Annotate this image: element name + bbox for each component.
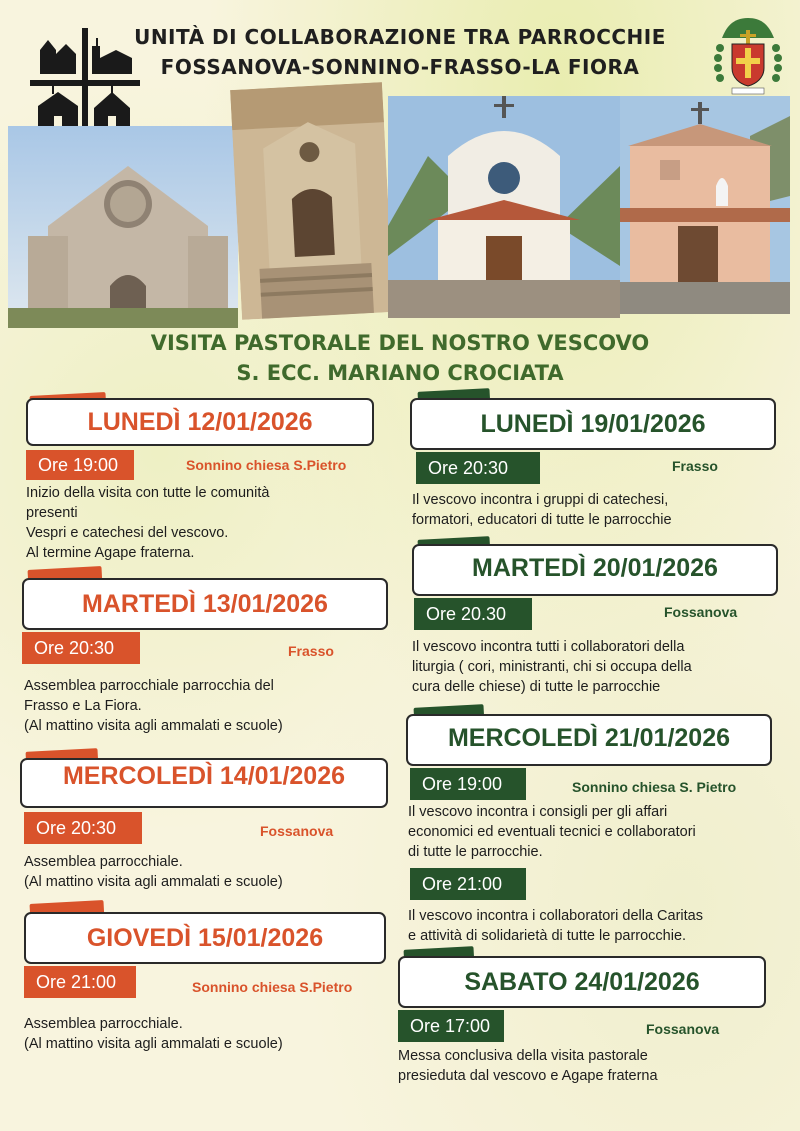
description-line: Assemblea parrocchiale. (24, 1016, 183, 1032)
description-line: Il vescovo incontra tutti i collaboratori della (412, 639, 685, 655)
description-line: formatori, educatori di tutte le parrocchie (412, 512, 672, 528)
day-heading: MERCOLEDÌ 14/01/2026 (20, 758, 388, 808)
description-line: Il vescovo incontra i collaboratori della Caritas (408, 908, 703, 924)
description-line: (Al mattino visita agli ammalati e scuole) (24, 874, 283, 890)
event-description-second (408, 906, 703, 946)
bishop-coat-of-arms (712, 14, 784, 96)
event-description (24, 852, 283, 892)
event-time: Ore 20:30 (24, 812, 142, 844)
day-heading: LUNEDÌ 19/01/2026 (410, 398, 776, 450)
description-line: Il vescovo incontra i consigli per gli affari (408, 804, 668, 820)
description-line: presenti (26, 505, 78, 521)
header-title-line1: UNITÀ DI COLLABORAZIONE TRA PARROCCHIE (134, 25, 666, 49)
header-title (120, 22, 680, 82)
event-place: Fossanova (646, 1021, 720, 1037)
visit-title (60, 328, 740, 388)
header-title-line2: FOSSANOVA-SONNINO-FRASSO-LA FIORA (160, 55, 640, 79)
description-line: Frasso e La Fiora. (24, 698, 142, 714)
photo-san-pietro-sonnino (230, 82, 394, 320)
day-heading: SABATO 24/01/2026 (398, 956, 766, 1008)
description-line: Assemblea parrocchiale. (24, 854, 183, 870)
photo-la-fiora-church (620, 96, 790, 314)
event-time: Ore 19:00 (410, 768, 526, 800)
photo-fossanova-abbey (8, 126, 238, 328)
event-description (24, 1014, 283, 1054)
day-heading: LUNEDÌ 12/01/2026 (26, 398, 374, 446)
event-time: Ore 20:30 (416, 452, 540, 484)
day-heading: GIOVEDÌ 15/01/2026 (24, 912, 386, 964)
event-time: Ore 17:00 (398, 1010, 504, 1042)
event-place: Sonnino chiesa S.Pietro (186, 457, 347, 473)
description-line: Assemblea parrocchiale parrocchia del (24, 678, 274, 694)
description-line: (Al mattino visita agli ammalati e scuole) (24, 1036, 283, 1052)
day-heading: MERCOLEDÌ 21/01/2026 (406, 714, 772, 766)
description-line: Inizio della visita con tutte le comunità (26, 485, 270, 501)
description-line: Vespri e catechesi del vescovo. (26, 525, 229, 541)
event-description (412, 637, 692, 697)
event-time-second: Ore 21:00 (410, 868, 526, 900)
event-place: Frasso (672, 458, 718, 474)
day-heading: MARTEDÌ 13/01/2026 (22, 578, 388, 630)
description-line: presieduta dal vescovo e Agape fraterna (398, 1068, 658, 1084)
description-line: cura delle chiese) di tutte le parrocchie (412, 679, 661, 695)
description-line: liturgia ( cori, ministranti, chi si occupa della (412, 659, 692, 675)
event-time: Ore 20:30 (22, 632, 140, 664)
description-line: di tutte le parrocchie. (408, 844, 543, 860)
event-description (398, 1046, 658, 1086)
visit-title-line2: S. ECC. MARIANO CROCIATA (236, 361, 564, 385)
event-description (26, 483, 269, 563)
photo-frasso-church (388, 96, 620, 318)
description-line: e attività di solidarietà di tutte le parrocchie. (408, 928, 687, 944)
description-line: Al termine Agape fraterna. (26, 545, 195, 561)
description-line: (Al mattino visita agli ammalati e scuole) (24, 718, 283, 734)
event-place: Frasso (288, 643, 334, 659)
event-place: Sonnino chiesa S. Pietro (572, 779, 737, 795)
event-time: Ore 21:00 (24, 966, 136, 998)
event-place: Fossanova (664, 604, 738, 620)
event-description (412, 490, 672, 530)
event-place: Sonnino chiesa S.Pietro (192, 979, 353, 995)
event-place: Fossanova (260, 823, 334, 839)
description-line: Messa conclusiva della visita pastorale (398, 1048, 648, 1064)
visit-title-line1: VISITA PASTORALE DEL NOSTRO VESCOVO (150, 331, 650, 355)
event-time: Ore 19:00 (26, 450, 134, 480)
event-time: Ore 20.30 (414, 598, 532, 630)
day-heading: MARTEDÌ 20/01/2026 (412, 544, 778, 596)
description-line: Il vescovo incontra i gruppi di catechesi, (412, 492, 669, 508)
event-description (408, 802, 696, 862)
event-description (24, 676, 283, 736)
description-line: economici ed eventuali tecnici e collaboratori (408, 824, 696, 840)
